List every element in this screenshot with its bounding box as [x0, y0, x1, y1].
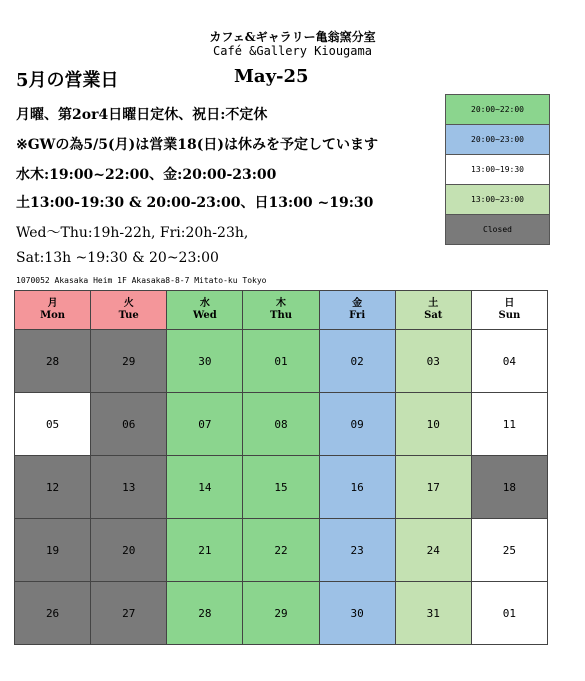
calendar-day-cell: 29 [243, 582, 319, 645]
calendar-day-cell: 23 [319, 519, 395, 582]
weekday-header-mon [15, 291, 91, 330]
calendar-day-cell: 02 [319, 330, 395, 393]
calendar-table [14, 290, 548, 645]
weekday-header-sat [395, 291, 471, 330]
calendar-day-cell: 01 [243, 330, 319, 393]
weekday-jp: 水 [199, 298, 210, 309]
calendar-week-row [15, 519, 548, 582]
weekday-en: Mon [40, 310, 66, 321]
calendar-week-row [15, 393, 548, 456]
calendar-day-cell: 21 [167, 519, 243, 582]
calendar-day-cell: 06 [91, 393, 167, 456]
weekday-en: Fri [349, 310, 366, 321]
weekday-en: Sun [498, 310, 521, 321]
calendar-day-cell: 30 [167, 330, 243, 393]
calendar-day-cell: 24 [395, 519, 471, 582]
calendar-header-row [15, 291, 548, 330]
calendar-day-cell: 16 [319, 456, 395, 519]
weekday-jp: 月 [47, 298, 58, 309]
calendar-day-cell: 19 [15, 519, 91, 582]
legend [445, 94, 550, 245]
weekday-en: Sat [424, 310, 443, 321]
weekday-jp: 木 [275, 298, 286, 309]
calendar-day-cell: 12 [15, 456, 91, 519]
weekday-en: Wed [192, 310, 217, 321]
weekday-header-fri [319, 291, 395, 330]
weekday-jp: 金 [352, 298, 363, 309]
weekday-header-sun [471, 291, 547, 330]
address: 1070052 Akasaka Heim 1F Akasaka8-8-7 Mitato-ku Tokyo [16, 276, 267, 285]
calendar-day-cell: 14 [167, 456, 243, 519]
weekday-jp: 土 [428, 298, 439, 309]
month-label: May-25 [234, 66, 309, 87]
note-hours-weekend: 土13:00-19:30 & 20:00-23:00、日13:00 ~19:30 [16, 195, 374, 211]
legend-item: 20:00~23:00 [446, 125, 549, 155]
note-hours-weekday: 水木:19:00~22:00、金:20:00-23:00 [16, 167, 277, 183]
calendar-day-cell: 29 [91, 330, 167, 393]
calendar-day-cell: 17 [395, 456, 471, 519]
calendar-day-cell: 28 [167, 582, 243, 645]
weekday-header-wed [167, 291, 243, 330]
note-hours-en-2: Sat:13h ~19:30 & 20~23:00 [16, 250, 219, 266]
note-golden-week: ※GWの為5/5(月)は営業18(日)は休みを予定しています [16, 137, 378, 153]
calendar-day-cell: 01 [471, 582, 547, 645]
calendar-day-cell: 13 [91, 456, 167, 519]
weekday-header-thu [243, 291, 319, 330]
calendar-day-cell: 07 [167, 393, 243, 456]
calendar-day-cell: 09 [319, 393, 395, 456]
calendar-day-cell: 03 [395, 330, 471, 393]
calendar-day-cell: 08 [243, 393, 319, 456]
calendar-day-cell: 18 [471, 456, 547, 519]
calendar-day-cell: 26 [15, 582, 91, 645]
note-closed-days: 月曜、第2or4日曜日定休、祝日:不定休 [16, 107, 268, 123]
calendar-week-row [15, 456, 548, 519]
weekday-jp: 日 [504, 298, 515, 309]
calendar-day-cell: 27 [91, 582, 167, 645]
calendar-day-cell: 11 [471, 393, 547, 456]
calendar-day-cell: 15 [243, 456, 319, 519]
legend-item: 20:00~22:00 [446, 95, 549, 125]
calendar-week-row [15, 582, 548, 645]
legend-item: Closed [446, 215, 549, 244]
calendar-day-cell: 05 [15, 393, 91, 456]
shop-name-en: Café &Gallery Kiougama [213, 44, 372, 58]
calendar-day-cell: 04 [471, 330, 547, 393]
calendar-day-cell: 30 [319, 582, 395, 645]
weekday-en: Thu [270, 310, 292, 321]
calendar-day-cell: 10 [395, 393, 471, 456]
page-title: 5月の営業日 [16, 70, 119, 91]
weekday-jp: 火 [123, 298, 134, 309]
calendar-day-cell: 22 [243, 519, 319, 582]
weekday-en: Tue [118, 310, 139, 321]
legend-item: 13:00~23:00 [446, 185, 549, 215]
note-hours-en-1: Wed～Thu:19h-22h, Fri:20h-23h, [16, 225, 249, 241]
calendar-day-cell: 31 [395, 582, 471, 645]
shop-name-jp: カフェ&ギャラリー亀翁窯分室 [209, 30, 376, 44]
calendar-day-cell: 28 [15, 330, 91, 393]
calendar-day-cell: 20 [91, 519, 167, 582]
calendar-day-cell: 25 [471, 519, 547, 582]
legend-item: 13:00~19:30 [446, 155, 549, 185]
weekday-header-tue [91, 291, 167, 330]
calendar-week-row [15, 330, 548, 393]
